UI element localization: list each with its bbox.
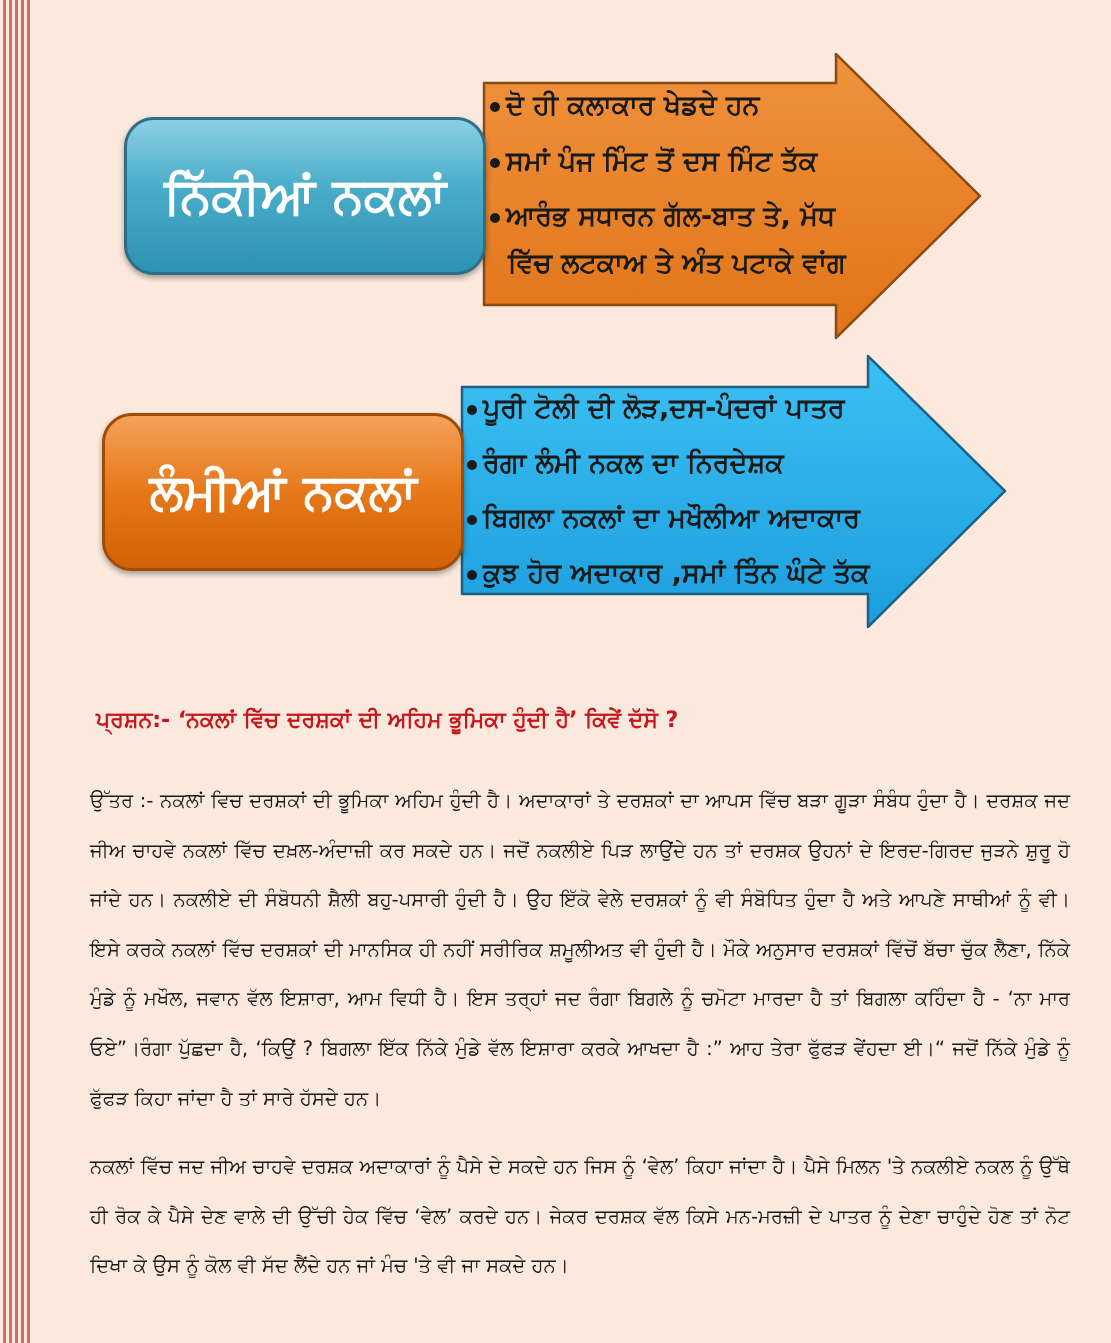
list-item: ਕੁਝ ਹੋਰ ਅਦਾਕਾਰ ,ਸਮਾਂ ਤਿੰਨ ਘੰਟੇ ਤੱਕ (467, 560, 869, 587)
question-heading: ਪ੍ਰਸ਼ਨ:- ‘ਨਕਲਾਂ ਵਿੱਚ ਦਰਸ਼ਕਾਂ ਦੀ ਅਹਿਮ ਭੂਮਿਕਾ ਹੁੰਦੀ ਹੈ’ ਕਿਵੇਂ ਦੱਸੋ ? (96, 708, 679, 733)
list-item: ਦੋ ਹੀ ਕਲਾਕਾਰ ਖੇਡਦੇ ਹਨ (490, 92, 759, 119)
list-item: ਆਰੰਭ ਸਧਾਰਨ ਗੱਲ-ਬਾਤ ਤੇ, ਮੱਧ (490, 203, 835, 230)
list-item: ਸਮਾਂ ਪੰਜ ਮਿੰਟ ਤੋਂ ਦਸ ਮਿੰਟ ਤੱਕ (490, 148, 817, 175)
list-item: ਬਿਗਲਾ ਨਕਲਾਂ ਦਾ ਮਖੌਲੀਆ ਅਦਾਕਾਰ (467, 505, 860, 532)
long-naqals-label: ਲੰਮੀਆਂ ਨਕਲਾਂ (102, 413, 464, 571)
list-item: ਪੂਰੀ ਟੋਲੀ ਦੀ ਲੋੜ,ਦਸ-ਪੰਦਰਾਂ ਪਾਤਰ (467, 395, 845, 422)
short-naqals-label: ਨਿੱਕੀਆਂ ਨਕਲਾਂ (124, 117, 486, 275)
answer-paragraph-2: ਨਕਲਾਂ ਵਿੱਚ ਜਦ ਜੀਅ ਚਾਹਵੇ ਦਰਸ਼ਕ ਅਦਾਕਾਰਾਂ ਨੂੰ ਪੈਸੇ ਦੇ ਸਕਦੇ ਹਨ ਜਿਸ ਨੂੰ ‘ਵੇਲ’ ਕਿਹਾ ਜਾਂਦਾ ਹੈ। ਪੈਸੇ ਮਿਲਨ 'ਤੇ ਨਕਲੀਏ ਨਕਲ ਨੂੰ ਉੱਥੇ ਹੀ ਰੋਕ ਕੇ ਪੈਸੇ ਦੇਣ ਵਾਲੇ ਦੀ ਉੱਚੀ ਹੇਕ ਵਿੱਚ ‘ਵੇਲ’ ਕਰਦੇ ਹਨ। ਜੇਕਰ ਦਰਸ਼ਕ ਵੱਲ ਕਿਸੇ ਮਨ-ਮਰਜ਼ੀ ਦੇ ਪਾਤਰ ਨੂੰ ਦੇਣਾ ਚਾਹੁੰਦੇ ਹੋਣ ਤਾਂ ਨੋਟ ਦਿਖਾ ਕੇ ਉਸ ਨੂੰ ਕੋਲ ਵੀ ਸੱਦ ਲੈਂਦੇ ਹਨ ਜਾਂ ਮੰਚ 'ਤੇ ਵੀ ਜਾ ਸਕਦੇ ਹਨ। (90, 1155, 1070, 1278)
list-item: ਵਿੱਚ ਲਟਕਾਅ ਤੇ ਅੰਤ ਪਟਾਕੇ ਵਾਂਗ (508, 248, 846, 279)
list-item: ਰੰਗਾ ਲੰਮੀ ਨਕਲ ਦਾ ਨਿਰਦੇਸ਼ਕ (467, 450, 784, 477)
answer-paragraph-1: ਉੱਤਰ :- ਨਕਲਾਂ ਵਿਚ ਦਰਸ਼ਕਾਂ ਦੀ ਭੂਮਿਕਾ ਅਹਿਮ ਹੁੰਦੀ ਹੈ। ਅਦਾਕਾਰਾਂ ਤੇ ਦਰਸ਼ਕਾਂ ਦਾ ਆਪਸ ਵਿੱਚ ਬੜਾ ਗੂੜਾ ਸੰਬੰਧ ਹੁੰਦਾ ਹੈ। ਦਰਸ਼ਕ ਜਦ ਜੀਅ ਚਾਹਵੇ ਨਕਲਾਂ ਵਿੱਚ ਦਖ਼ਲ-ਅੰਦਾਜ਼ੀ ਕਰ ਸਕਦੇ ਹਨ। ਜਦੋਂ ਨਕਲੀਏ ਪਿੜ ਲਾਉਂਦੇ ਹਨ ਤਾਂ ਦਰਸ਼ਕ ਉਹਨਾਂ ਦੇ ਇਰਦ-ਗਿਰਦ ਜੁੜਨੇ ਸ਼ੁਰੂ ਹੋ ਜਾਂਦੇ ਹਨ। ਨਕਲੀਏ ਦੀ ਸੰਬੋਧਨੀ ਸ਼ੈਲੀ ਬਹੁ-ਪਸਾਰੀ ਹੁੰਦੀ ਹੈ। ਉਹ ਇੱਕੋ ਵੇਲੇ ਦਰਸ਼ਕਾਂ ਨੂੰ ਵੀ ਸੰਬੋਧਿਤ ਹੁੰਦਾ ਹੈ ਅਤੇ ਆਪਣੇ ਸਾਥੀਆਂ ਨੂੰ ਵੀ। ਇਸੇ ਕਰਕੇ ਨਕਲਾਂ ਵਿੱਚ ਦਰਸ਼ਕਾਂ ਦੀ ਮਾਨਸਿਕ ਹੀ ਨਹੀਂ ਸਰੀਰਿਕ ਸ਼ਮੂਲੀਅਤ ਵੀ ਹੁੰਦੀ ਹੈ। ਮੌਕੇ ਅਨੁਸਾਰ ਦਰਸ਼ਕਾਂ ਵਿੱਚੋਂ ਬੱਚਾ ਚੁੱਕ ਲੈਣਾ, ਨਿੱਕੇ ਮੁੰਡੇ ਨੂੰ ਮਖੌਲ, ਜਵਾਨ ਵੱਲ ਇਸ਼ਾਰਾ, ਆਮ ਵਿਧੀ ਹੈ। ਇਸ ਤਰ੍ਹਾਂ ਜਦ ਰੰਗਾ ਬਿਗਲੇ ਨੂੰ ਚਮੋਟਾ ਮਾਰਦਾ ਹੈ ਤਾਂ ਬਿਗਲਾ ਕਹਿੰਦਾ ਹੈ - ‘ਨਾ ਮਾਰ ਓਏ”।ਰੰਗਾ ਪੁੱਛਦਾ ਹੈ, ‘ਕਿਉਂ ? ਬਿਗਲਾ ਇੱਕ ਨਿੱਕੇ ਮੁੰਡੇ ਵੱਲ ਇਸ਼ਾਰਾ ਕਰਕੇ ਆਖਦਾ ਹੈ :” ਆਹ ਤੇਰਾ ਫੁੱਫੜ ਵੇਂਹਦਾ ਈ।“ ਜਦੋਂ ਨਿੱਕੇ ਮੁੰਡੇ ਨੂੰ ਫੁੱਫੜ ਕਿਹਾ ਜਾਂਦਾ ਹੈ ਤਾਂ ਸਾਰੇ ਹੱਸਦੇ ਹਨ। (90, 789, 1070, 1110)
page-margin-lines (0, 0, 30, 1343)
